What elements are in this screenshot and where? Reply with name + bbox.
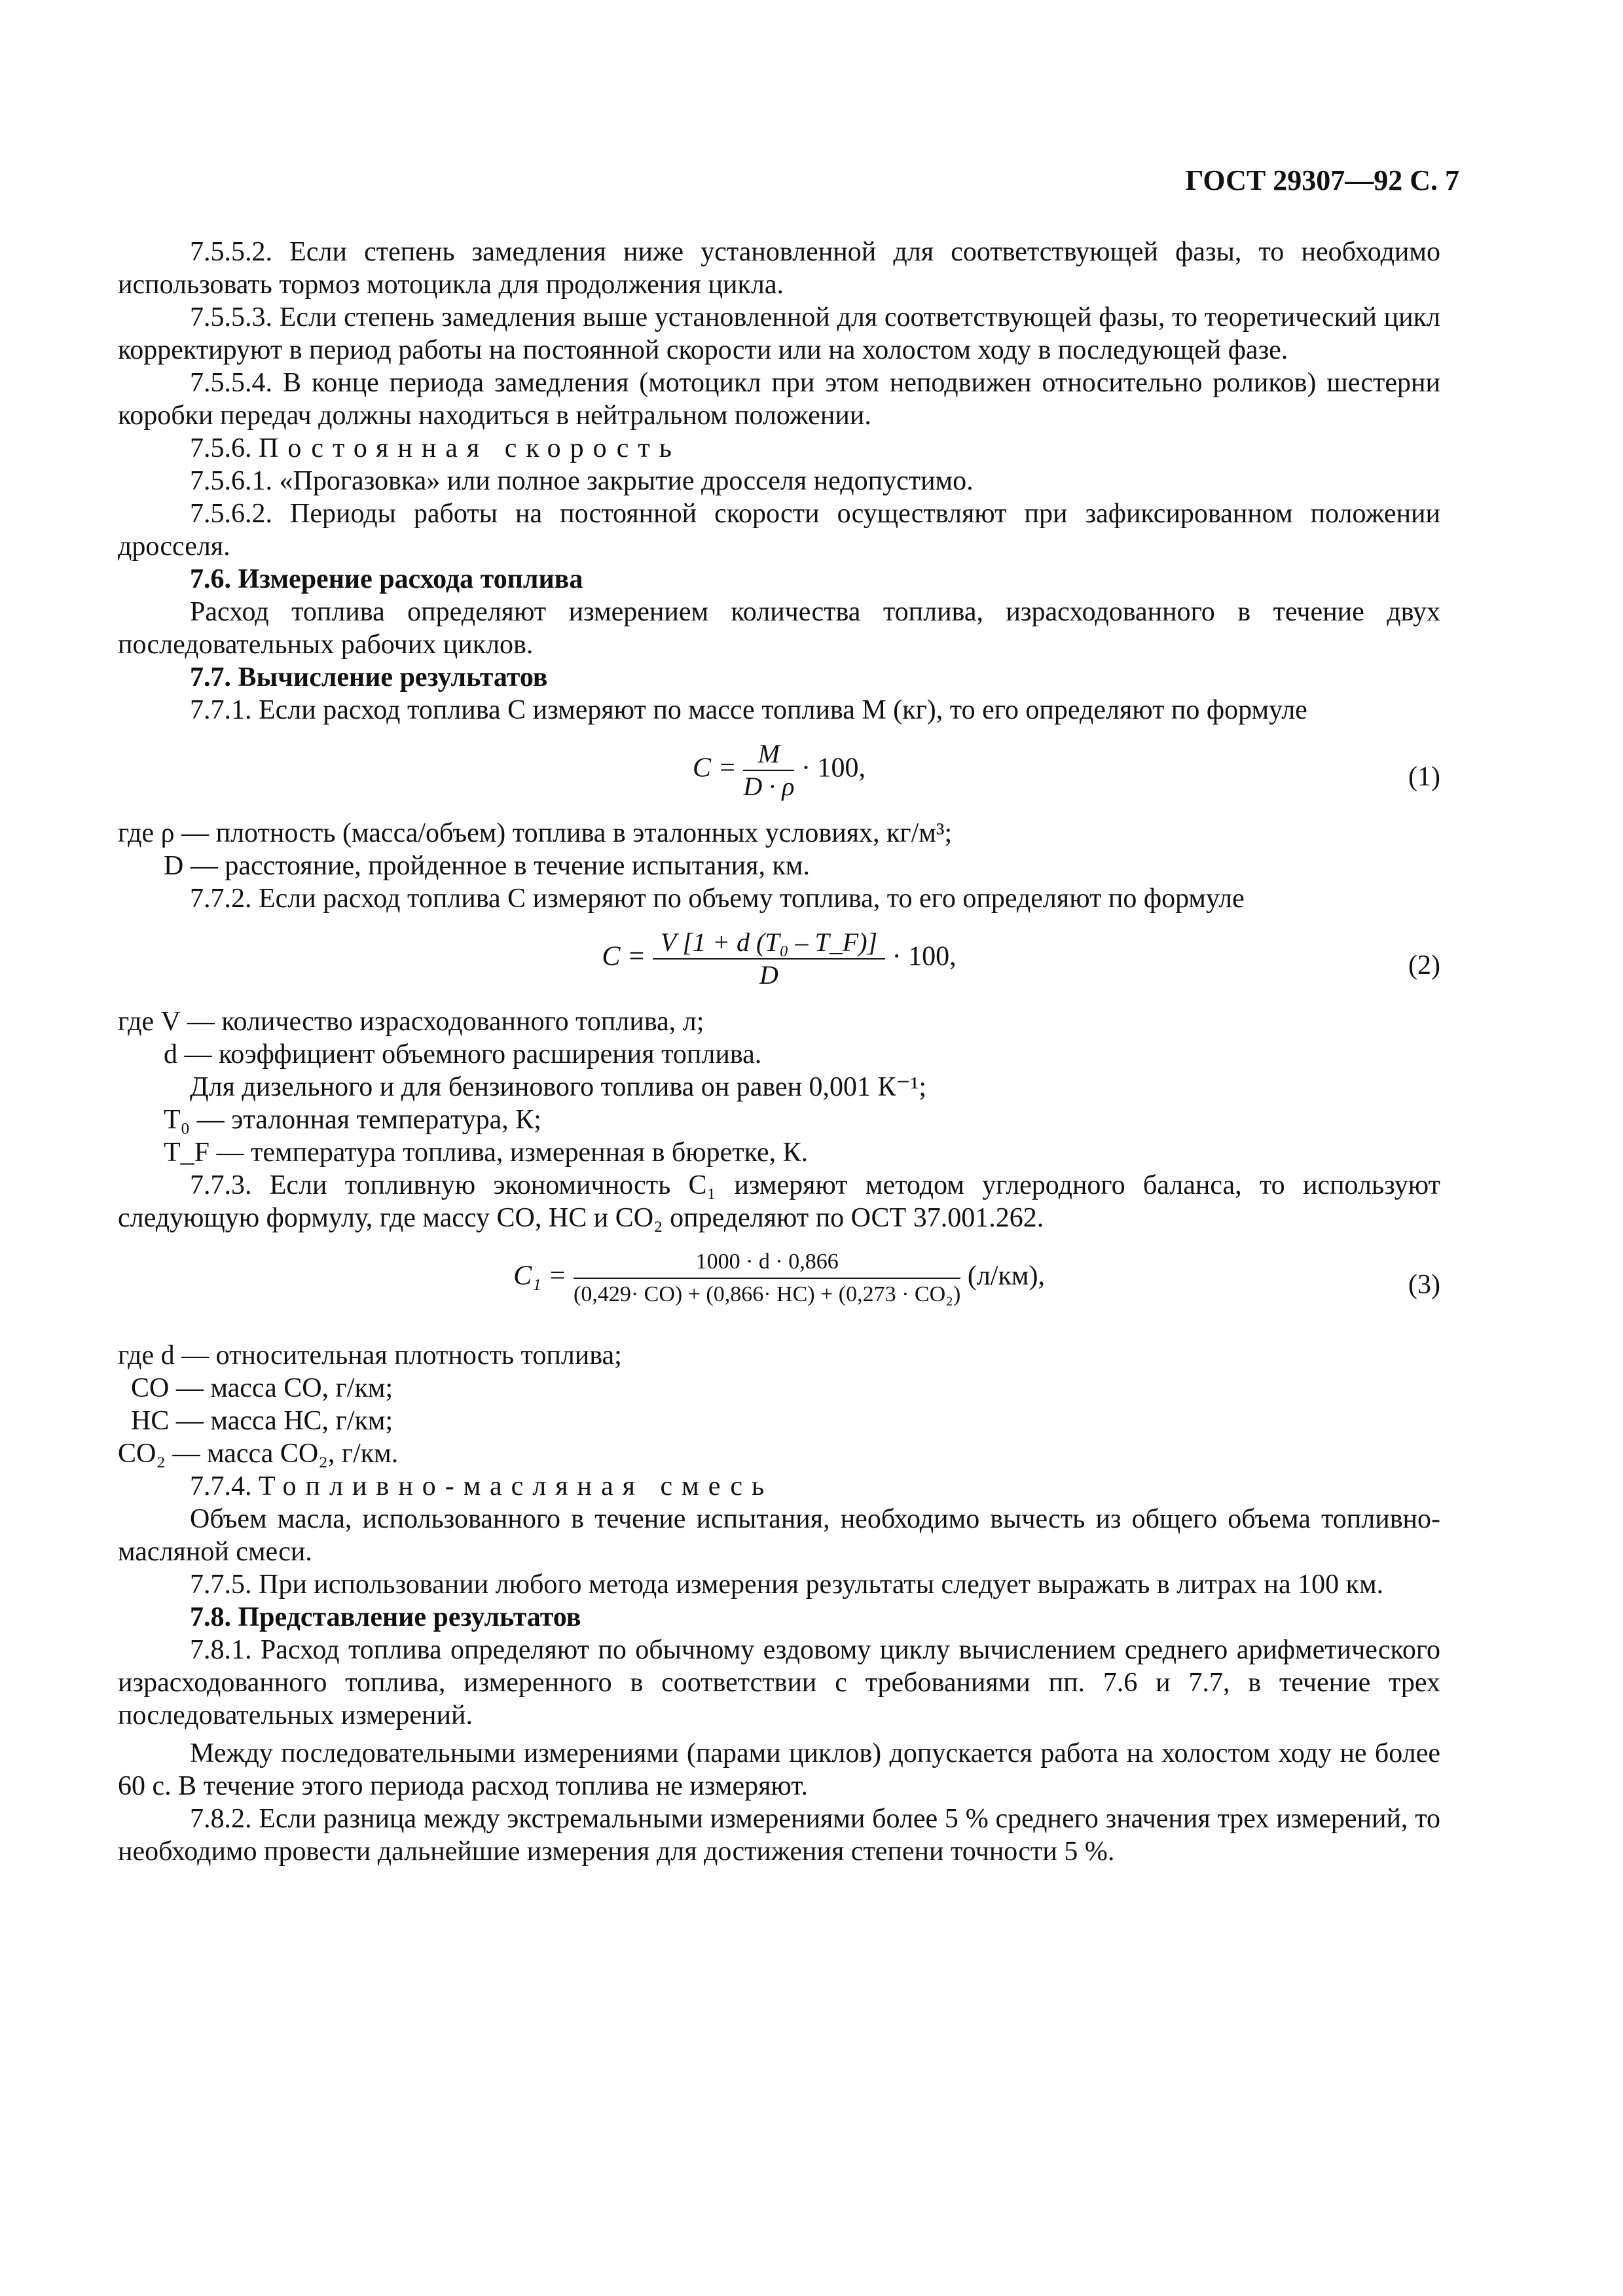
paragraph-7-5-5-4: 7.5.5.4. В конце периода замедления (мотоцикл при этом неподвижен относительно роликов) шестерни коробки передач должны находиться в нейтральном положении.	[118, 368, 1440, 431]
formula-1-fraction	[743, 740, 794, 801]
formula-1-numerator: M	[743, 740, 794, 771]
formula-3-denominator: (0,429· CO) + (0,866· HC) + (0,273 · CO₂)	[574, 1282, 961, 1306]
formula-3-lhs: C₁ =	[513, 1261, 567, 1291]
where-3-line-2: CO — масса CO, г/км;	[131, 1373, 393, 1403]
formula-3-rest: (л/км),	[967, 1261, 1045, 1291]
formula-1-denominator: D · ρ	[743, 772, 795, 801]
section-title-spaced: Постоянная скорость	[259, 433, 681, 463]
where-2-line-2: d — коэффициент объемного расширения топлива.	[164, 1039, 762, 1069]
section-number: 7.7.4.	[190, 1471, 252, 1501]
paragraph-7-8-1-cont: Между последовательными измерениями (парами циклов) допускается работа на холостом ходу не более 60 с. В течение этого периода расход топлива не измеряют.	[118, 1738, 1440, 1801]
formula-2-lhs: C =	[602, 941, 646, 972]
section-title-spaced: Топливно-масляная смесь	[259, 1471, 774, 1501]
paragraph-7-5-6-2: 7.5.6.2. Периоды работы на постоянной скорости осуществляют при зафиксированном положении дросселя.	[118, 499, 1440, 562]
formula-1-label: (1)	[1408, 762, 1440, 792]
section-7-5-6-heading	[118, 432, 1440, 465]
formula-3-fraction	[574, 1247, 960, 1309]
paragraph-7-8-2: 7.8.2. Если разница между экстремальными измерениями более 5 % среднего значения трех измерений, то необходимо провести дальнейшие измерения для достижения степени точности 5 %.	[118, 1804, 1440, 1867]
document-body	[118, 236, 1440, 1868]
section-7-7-4-heading	[118, 1470, 1440, 1503]
formula-3-label: (3)	[1408, 1270, 1440, 1300]
formula-2-denominator: D	[759, 960, 778, 990]
formula-2-label: (2)	[1408, 950, 1440, 980]
paragraph-7-5-5-3: 7.5.5.3. Если степень замедления выше установленной для соответствующей фазы, то теоретический цикл корректируют в период работы на постоянной скорости или на холостом ходу в последующей фазе.	[118, 302, 1440, 365]
where-3-line-1: где d — относительная плотность топлива;	[118, 1340, 622, 1371]
paragraph-7-6: Расход топлива определяют измерением количества топлива, израсходованного в течение двух последовательных рабочих циклов.	[118, 597, 1440, 660]
section-number: 7.5.6.	[190, 433, 252, 463]
where-2-line-1: где V — количество израсходованного топлива, л;	[118, 1007, 704, 1037]
paragraph-7-7-3: 7.7.3. Если топливную экономичность C₁ измеряют методом углеродного баланса, то используют следующую формулу, где массу CO, HC и CO₂ определяют по ОСТ 37.001.262.	[118, 1170, 1440, 1233]
formula-2-numerator: V [1 + d (T₀ – T_F)]	[653, 928, 885, 960]
formula-3	[118, 1247, 1440, 1339]
where-1-line-1: где ρ — плотность (масса/объем) топлива в эталонных условиях, кг/м³;	[118, 818, 953, 848]
where-1-line-2: D — расстояние, пройденное в течение испытания, км.	[164, 851, 810, 881]
paragraph-7-7-4: Объем масла, использованного в течение испытания, необходимо вычесть из общего объема топливно-масляной смеси.	[118, 1504, 1440, 1567]
paragraph-7-8-1: 7.8.1. Расход топлива определяют по обычному ездовому циклу вычислением среднего арифметического израсходованного топлива, измеренного в соответствии с требованиями пп. 7.6 и 7.7, в течение трех последовательных измерений.	[118, 1635, 1440, 1731]
heading-7-7: 7.7. Вычисление результатов	[190, 662, 548, 692]
formula-2	[118, 928, 1440, 1005]
paragraph-7-7-1: 7.7.1. Если расход топлива C измеряют по массе топлива M (кг), то его определяют по формуле	[190, 695, 1307, 725]
paragraph-7-5-5-2: 7.5.5.2. Если степень замедления ниже установленной для соответствующей фазы, то необходимо использовать тормоз мотоцикла для продолжения цикла.	[118, 237, 1440, 300]
formula-1-lhs: C =	[693, 753, 737, 783]
heading-7-8: 7.8. Представление результатов	[190, 1602, 581, 1632]
formula-2-rest: · 100,	[892, 941, 957, 972]
formula-3-numerator: 1000 · d · 0,866	[574, 1247, 960, 1279]
where-2-line-4: T₀ — эталонная температура, К;	[164, 1105, 541, 1135]
where-3-line-4: CO₂ — масса CO₂, г/км.	[118, 1439, 399, 1469]
where-2-line-3: Для дизельного и для бензинового топлива он равен 0,001 К⁻¹;	[190, 1072, 926, 1102]
paragraph-7-7-5: 7.7.5. При использовании любого метода измерения результаты следует выражать в литрах на 100 км.	[190, 1570, 1384, 1600]
paragraph-7-7-2: 7.7.2. Если расход топлива C измеряют по объему топлива, то его определяют по формуле	[190, 884, 1245, 914]
formula-2-fraction	[653, 928, 885, 990]
paragraph-7-5-6-1: 7.5.6.1. «Прогазовка» или полное закрытие дросселя недопустимо.	[190, 466, 974, 496]
heading-7-6: 7.6. Измерение расхода топлива	[190, 564, 583, 594]
where-3-line-3: HC — масса HC, г/км;	[131, 1406, 393, 1436]
formula-1-rest: · 100,	[801, 753, 866, 783]
page-header: ГОСТ 29307—92 С. 7	[1185, 164, 1459, 196]
where-2-line-5: T_F — температура топлива, измеренная в бюретке, К.	[164, 1138, 809, 1168]
formula-1	[118, 740, 1440, 817]
